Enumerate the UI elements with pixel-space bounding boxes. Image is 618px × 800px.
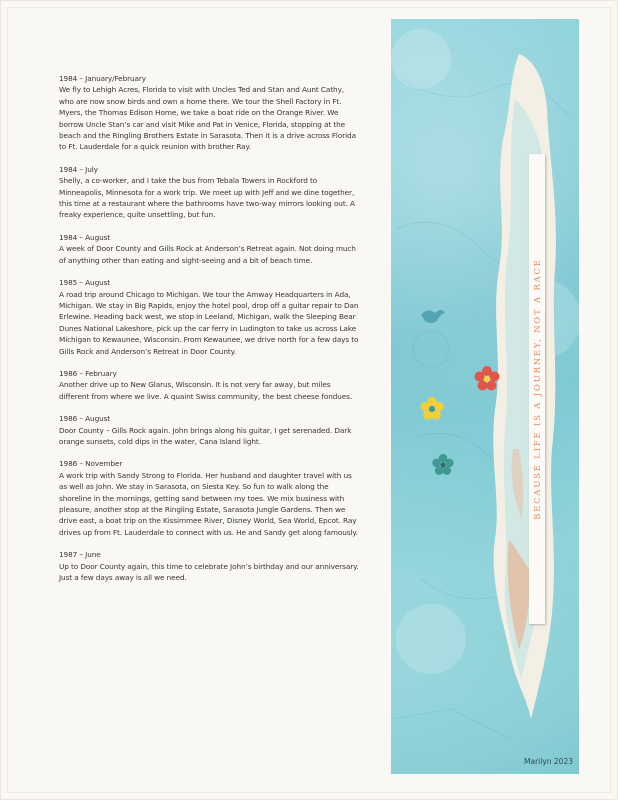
journal-entry <box>59 458 359 538</box>
journal-entry <box>59 277 359 357</box>
journal-entry <box>59 73 359 153</box>
bird-icon <box>421 310 445 323</box>
quote-strip <box>529 154 545 624</box>
journal-entry <box>59 549 359 583</box>
journal-text <box>59 73 359 594</box>
entry-body: Up to Door County again, this time to celebrate John’s birthday and our anniversary. Just a few days away is all we need. <box>59 561 359 583</box>
entry-heading: 1986 – August <box>59 414 111 424</box>
signature: Marilyn 2023 <box>524 757 573 766</box>
journal-entry <box>59 368 359 402</box>
journal-entry <box>59 413 359 447</box>
entry-body: A work trip with Sandy Strong to Florida. Her husband and daughter travel with us as well as John. We stay in Sarasota, on Siesta Key. So fun to walk along the shoreline in the mornings, getting sand between my toes. We mix business with pleasure, another stop at the Ringling Estate, Sarasota Jungle Gardens. Then we drive east, a boat trip on the Kissimmee River, Disney World, Sea World, Epcot. Ray drives up from Ft. Lauderdale to connect with us. He and Sandy get along famously. <box>59 470 358 537</box>
entry-heading: 1984 – January/February <box>59 74 147 83</box>
entry-heading: 1984 – July <box>59 164 98 174</box>
entry-body: A road trip around Chicago to Michigan. We tour the Amway Headquarters in Ada, Michigan. We stay in Big Rapids, enjoy the hotel pool, drop off a guitar repair to Dan Erlewine. Heading back west, we stop in Leeland, Michigan, walk the Sleeping Bear Dunes National Lakeshore, pick up the car ferry in Ludington to take us across Lake Michigan to Kewaunee, Wisconsin. From Kewaunee, we drive north for a few days to Gills Rock and Anderson’s Retreat in Door County. <box>59 289 359 356</box>
entry-heading: 1986 – November <box>59 459 123 469</box>
entry-body: Another drive up to New Glarus, Wisconsin. It is not very far away, but miles different from where we live. A quaint Swiss community, the best cheese fondues. <box>59 380 353 401</box>
entry-body: A week of Door County and Gills Rock at Anderson’s Retreat again. Not doing much of anything other than eating and sight-seeing and a bit of beach time. <box>59 244 356 265</box>
entry-heading: 1984 – August <box>59 232 111 242</box>
journal-entry <box>59 164 359 221</box>
entry-heading: 1985 – August <box>59 278 111 288</box>
flower-red-icon <box>473 365 501 393</box>
flower-teal-icon <box>431 453 455 477</box>
entry-body: Door County – Gills Rock again. John brings along his guitar, I get serenaded. Dark orange sunsets, cold dips in the water, Cana Island light. <box>59 425 352 446</box>
entry-heading: 1987 – June <box>59 550 101 560</box>
flower-yellow-icon <box>419 396 445 422</box>
quote-text: BECAUSE LIFE IS A JOURNEY, NOT A RACE <box>532 258 542 520</box>
entry-heading: 1986 – February <box>59 368 117 378</box>
decorative-panel <box>391 19 579 774</box>
journal-entry <box>59 232 359 266</box>
entry-body: Shelly, a co-worker, and I take the bus from Tebala Towers in Rockford to Minneapolis, Minnesota for a work trip. We meet up with Jeff and we dine together, this time at a restaurant where the bathrooms have two-way mirrors looking out. A freaky experience, quite unsettling, but fun. <box>59 176 355 220</box>
entry-body: We fly to Lehigh Acres, Florida to visit with Uncles Ted and Stan and Aunt Cathy, who are now snow birds and own a home there. We tour the Shell Factory in Ft. Myers, the Thomas Edison Home, we take a boat ride on the Orange River. We borrow Uncle Stan’s car and visit Mike and Pat in Venice, Florida, stopping at the beach and the Ringling Brothers Estate in Sarasota. Then it is a drive across Florida to Ft. Lauderdale for a quick reunion with brother Ray. <box>59 85 356 152</box>
